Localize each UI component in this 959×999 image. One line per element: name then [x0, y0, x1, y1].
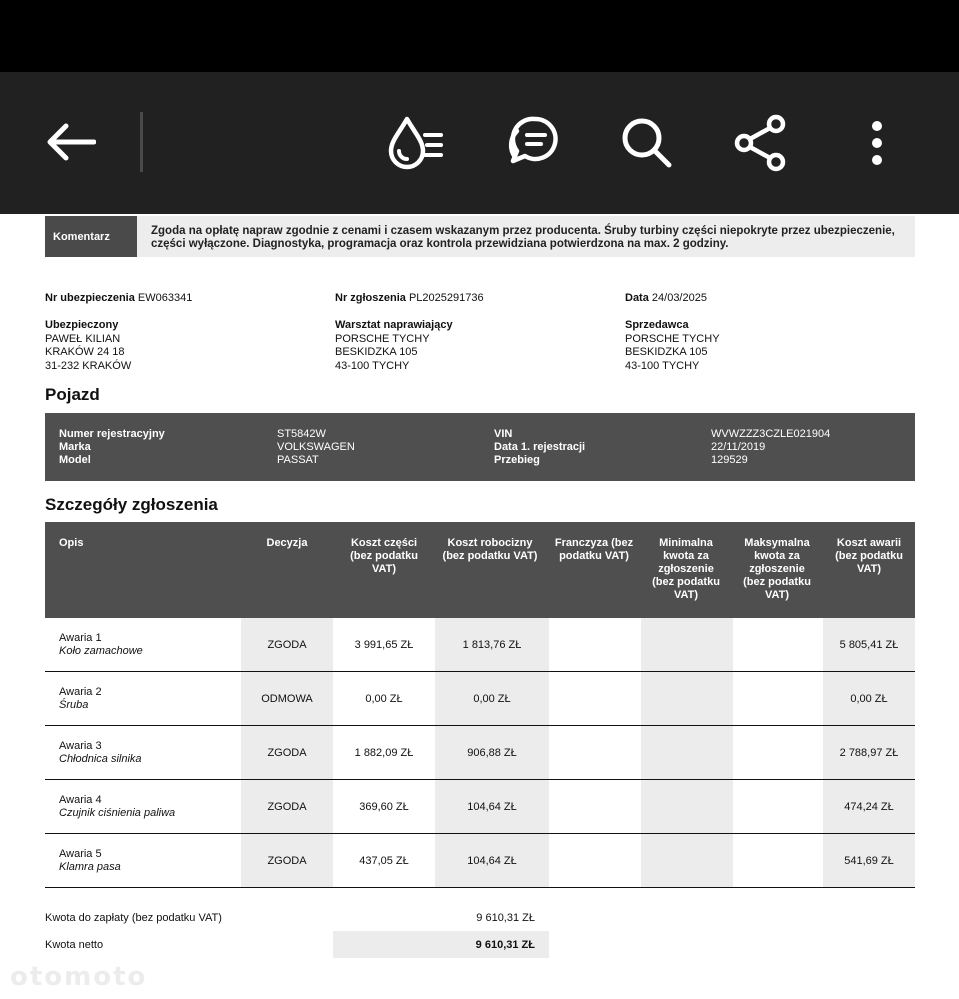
insurance-number-value: EW063341 — [137, 292, 193, 304]
row-min-amount — [641, 618, 733, 671]
toolbar-divider — [140, 112, 143, 172]
vehicle-values-right — [711, 428, 830, 467]
seller-line: BESKIDZKA 105 — [625, 346, 708, 358]
insurance-number — [45, 292, 192, 304]
row-labor-cost: 906,88 ZŁ — [435, 726, 549, 779]
row-franchise — [549, 726, 641, 779]
more-vertical-icon[interactable] — [860, 112, 894, 174]
row-subtitle: Śruba — [59, 698, 89, 711]
row-description — [45, 780, 241, 833]
car-fluid-icon[interactable] — [384, 112, 446, 174]
table-header — [45, 522, 915, 618]
total-net-row — [45, 931, 915, 958]
model-label: Model — [59, 454, 91, 466]
row-max-amount — [733, 726, 823, 779]
row-total-cost: 541,69 ZŁ — [823, 834, 915, 887]
header-decyzja: Decyzja — [266, 537, 308, 549]
row-min-amount — [641, 672, 733, 725]
seller-line: PORSCHE TYCHY — [625, 332, 720, 345]
row-description — [45, 834, 241, 887]
claim-date-label: Data — [625, 292, 649, 304]
insurance-number-label: Nr ubezpieczenia — [45, 292, 135, 304]
row-total-cost: 0,00 ZŁ — [823, 672, 915, 725]
row-decision: ODMOWA — [241, 672, 333, 725]
row-min-amount — [641, 780, 733, 833]
app-toolbar — [0, 72, 959, 214]
comment-label: Komentarz — [45, 216, 137, 257]
claim-number-value: PL2025291736 — [408, 292, 484, 304]
row-subtitle: Czujnik ciśnienia paliwa — [59, 806, 176, 819]
total-net-value: 9 610,31 ZŁ — [475, 939, 535, 951]
row-parts-cost: 0,00 ZŁ — [365, 692, 403, 705]
table-row — [45, 618, 915, 672]
row-description — [45, 726, 241, 779]
row-decision: ZGODA — [241, 834, 333, 887]
workshop-line: BESKIDZKA 105 — [335, 346, 418, 358]
table-row — [45, 834, 915, 888]
row-parts-cost: 1 882,09 ZŁ — [354, 746, 414, 759]
header-koszt-czesci: Koszt części (bez podatku VAT) — [350, 537, 418, 575]
comment-box — [45, 216, 915, 257]
header-koszt-robocizny: Koszt robocizny (bez podatku VAT) — [442, 537, 538, 562]
reg-value: ST5842W — [277, 428, 326, 440]
status-bar — [0, 0, 959, 72]
chat-icon[interactable] — [500, 112, 562, 174]
vehicle-info-box — [45, 413, 915, 481]
vin-value: WVWZZZ3CZLE021904 — [711, 428, 831, 440]
row-labor-cost: 0,00 ZŁ — [435, 672, 549, 725]
total-to-pay-label: Kwota do zapłaty (bez podatku VAT) — [45, 912, 222, 924]
table-row — [45, 672, 915, 726]
row-franchise — [549, 672, 641, 725]
header-opis: Opis — [59, 537, 84, 549]
row-max-amount — [733, 780, 823, 833]
vehicle-labels-left — [59, 428, 165, 467]
row-title: Awaria 2 — [59, 685, 102, 698]
row-decision: ZGODA — [241, 726, 333, 779]
row-title: Awaria 5 — [59, 847, 102, 860]
comment-text: Zgoda na opłatę napraw zgodnie z cenami i czasem wskazanym przez producenta. Śruby turbiny części niepokryte przez ubezpieczenie, części wyłączone. Diagnostyka, programacja oraz kontrola przewidziana potwierdzona na max. 2 godziny. — [151, 225, 895, 250]
row-labor-cost: 1 813,76 ZŁ — [435, 618, 549, 671]
mileage-value: 129529 — [711, 454, 748, 466]
vin-label: VIN — [494, 428, 513, 440]
seller-title: Sprzedawca — [625, 319, 689, 331]
row-subtitle: Koło zamachowe — [59, 644, 143, 657]
reg-label: Numer rejestracyjny — [59, 428, 165, 440]
vehicle-section-title: Pojazd — [45, 385, 100, 404]
total-net-label: Kwota netto — [45, 939, 104, 951]
row-description — [45, 672, 241, 725]
row-total-cost: 2 788,97 ZŁ — [823, 726, 915, 779]
workshop-title: Warsztat naprawiający — [335, 319, 453, 331]
workshop-line: 43-100 TYCHY — [335, 359, 410, 372]
search-icon[interactable] — [616, 112, 678, 174]
row-subtitle: Klamra pasa — [59, 860, 121, 873]
row-franchise — [549, 834, 641, 887]
make-value: VOLKSWAGEN — [277, 441, 355, 453]
row-total-cost: 474,24 ZŁ — [823, 780, 915, 833]
table-row — [45, 726, 915, 780]
make-label: Marka — [59, 441, 91, 453]
row-subtitle: Chłodnica silnika — [59, 752, 142, 765]
insured-line: KRAKÓW 24 18 — [45, 346, 125, 358]
mileage-label: Przebieg — [494, 454, 540, 466]
row-min-amount — [641, 834, 733, 887]
claim-number — [335, 292, 484, 304]
row-parts-cost: 3 991,65 ZŁ — [354, 638, 414, 651]
seller-line: 43-100 TYCHY — [625, 359, 700, 372]
table-row — [45, 780, 915, 834]
total-to-pay-value: 9 610,31 ZŁ — [476, 912, 535, 924]
model-value: PASSAT — [277, 454, 319, 466]
insured-party — [45, 319, 131, 373]
header-koszt-awarii: Koszt awarii (bez podatku VAT) — [835, 537, 903, 575]
document-view — [0, 214, 959, 999]
first-reg-value: 22/11/2019 — [711, 441, 766, 453]
vehicle-labels-right — [494, 428, 585, 467]
header-min-kwota: Minimalna kwota za zgłoszenie (bez podatku VAT) — [652, 537, 720, 601]
claim-date-value: 24/03/2025 — [651, 292, 707, 304]
insured-title: Ubezpieczony — [45, 319, 119, 331]
total-to-pay-row — [45, 904, 915, 931]
vehicle-values-left — [277, 428, 355, 467]
workshop-party — [335, 319, 453, 373]
row-labor-cost: 104,64 ZŁ — [435, 834, 549, 887]
row-parts-cost: 437,05 ZŁ — [359, 854, 409, 867]
row-franchise — [549, 780, 641, 833]
watermark-logo: otomoto — [10, 962, 148, 992]
row-total-cost: 5 805,41 ZŁ — [823, 618, 915, 671]
row-franchise — [549, 618, 641, 671]
claim-number-label: Nr zgłoszenia — [335, 292, 406, 304]
row-title: Awaria 1 — [59, 631, 102, 644]
seller-party — [625, 319, 720, 373]
details-section-title: Szczegóły zgłoszenia — [45, 495, 218, 514]
claim-details-table — [45, 522, 915, 888]
workshop-line: PORSCHE TYCHY — [335, 332, 430, 345]
header-franczyza: Franczyza (bez podatku VAT) — [554, 537, 634, 562]
back-arrow-icon[interactable] — [40, 112, 100, 172]
row-min-amount — [641, 726, 733, 779]
row-decision: ZGODA — [241, 618, 333, 671]
row-max-amount — [733, 672, 823, 725]
header-max-kwota: Maksymalna kwota za zgłoszenie (bez podatku VAT) — [743, 537, 811, 601]
claim-date — [625, 292, 707, 304]
first-reg-label: Data 1. rejestracji — [494, 441, 586, 453]
row-labor-cost: 104,64 ZŁ — [435, 780, 549, 833]
totals-section — [45, 904, 915, 958]
insured-line: 31-232 KRAKÓW — [45, 359, 132, 372]
row-title: Awaria 3 — [59, 739, 102, 752]
row-decision: ZGODA — [241, 780, 333, 833]
row-max-amount — [733, 618, 823, 671]
insured-line: PAWEŁ KILIAN — [45, 332, 121, 345]
row-max-amount — [733, 834, 823, 887]
row-title: Awaria 4 — [59, 793, 102, 806]
row-description — [45, 618, 241, 671]
share-icon[interactable] — [730, 112, 792, 174]
row-parts-cost: 369,60 ZŁ — [359, 800, 409, 813]
